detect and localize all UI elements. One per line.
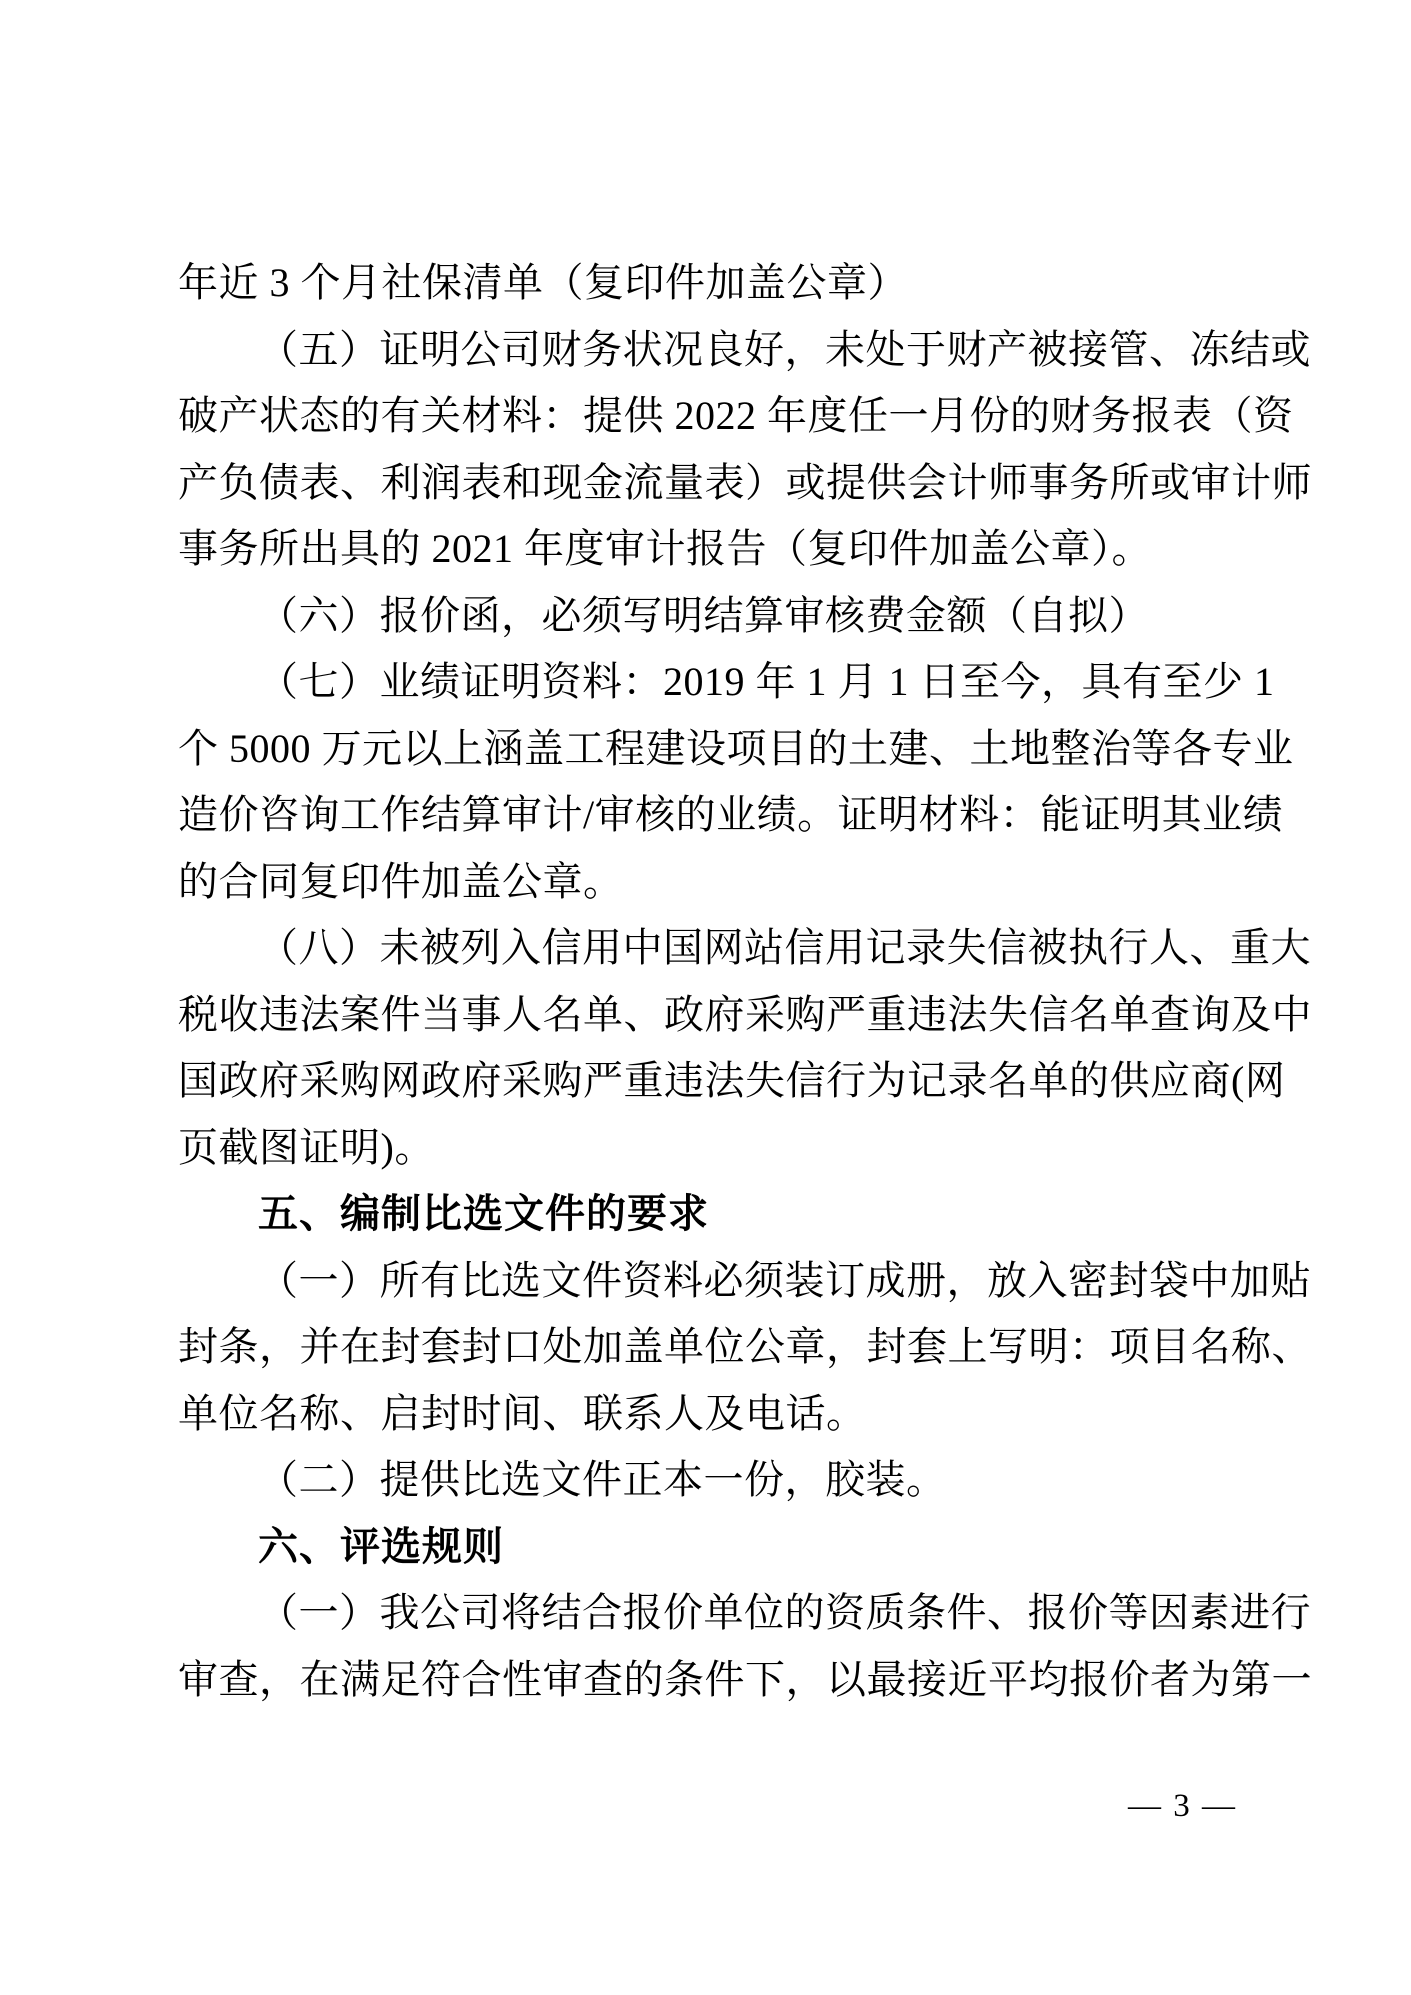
text-line: 国政府采购网政府采购严重违法失信行为记录名单的供应商(网: [178, 1058, 1286, 1103]
page-number: — 3 —: [1128, 1788, 1237, 1824]
document-body: [178, 250, 1312, 1713]
text-line: 税收违法案件当事人名单、政府采购严重违法失信名单查询及中: [178, 991, 1312, 1037]
text-line: 的合同复印件加盖公章。: [178, 858, 624, 904]
text-line: 年近 3 个月社保清单（复印件加盖公章）: [178, 260, 908, 305]
text-line: 造价咨询工作结算审计/审核的业绩。证明材料：能证明其业绩: [178, 792, 1284, 837]
text-line: （五）证明公司财务状况良好，未处于财产被接管、冻结或: [258, 326, 1311, 372]
text-line: （二）提供比选文件正本一份，胶装。: [258, 1457, 947, 1502]
text-line: （八）未被列入信用中国网站信用记录失信被执行人、重大: [258, 925, 1311, 970]
text-line: （一）我公司将结合报价单位的资质条件、报价等因素进行: [258, 1590, 1311, 1635]
text-line: 事务所出具的 2021 年度审计报告（复印件加盖公章）。: [178, 526, 1152, 571]
text-line: 封条，并在封套封口处加盖单位公章，封套上写明：项目名称、: [178, 1324, 1312, 1369]
section-heading: 六、评选规则: [258, 1524, 504, 1569]
text-line: 审查，在满足符合性审查的条件下，以最接近平均报价者为第一: [178, 1656, 1312, 1702]
text-line: 页截图证明)。: [178, 1124, 435, 1170]
text-line: （一）所有比选文件资料必须装订成册，放入密封袋中加贴: [258, 1257, 1311, 1303]
text-line: （六）报价函，必须写明结算审核费金额（自拟）: [258, 592, 1149, 638]
text-line: 单位名称、启封时间、联系人及电话。: [178, 1390, 867, 1436]
section-heading: 五、编制比选文件的要求: [258, 1192, 709, 1236]
text-line: 破产状态的有关材料：提供 2022 年度任一月份的财务报表（资: [178, 393, 1294, 438]
text-line: （七）业绩证明资料：2019 年 1 月 1 日至今，具有至少 1: [258, 659, 1275, 704]
text-line: 产负债表、利润表和现金流量表）或提供会计师事务所或审计师: [178, 459, 1312, 505]
text-line: 个 5000 万元以上涵盖工程建设项目的土建、土地整治等各专业: [178, 725, 1294, 771]
